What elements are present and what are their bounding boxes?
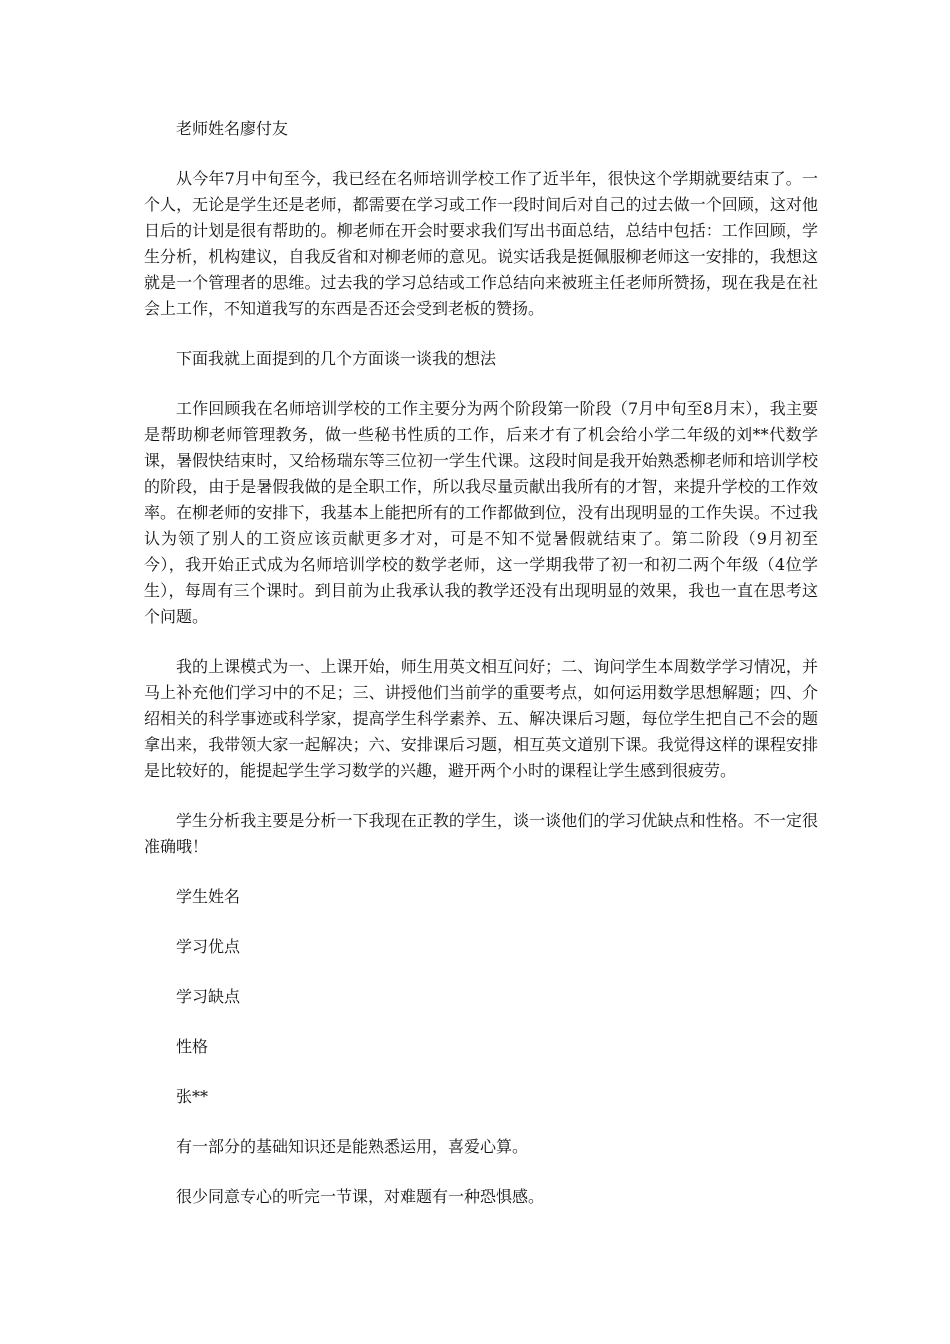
personality-header: 性格	[176, 1037, 209, 1056]
learning-strengths-header: 学习优点	[176, 937, 241, 956]
student-weakness-cell: 很少同意专心的听完一节课，对难题有一种恐惧感。	[176, 1187, 545, 1206]
intro-paragraph: 从今年7月中旬至今，我已经在名师培训学校工作了近半年，很快这个学期就要结束了。一个人，无论是学生还是老师，都需要在学习或工作一段时间后对自己的过去做一个回顾，这对他日后的计划是很有帮助的。柳老师在开会时要求我们写出书面总结，总结中包括：工作回顾，学生分析，机构建议，自我反省和对柳老师的意见。说实话我是挺佩服柳老师这一安排的，我想这就是一个管理者的思维。过去我的学习总结或工作总结向来被班主任老师所赞扬，现在我是在社会上工作，不知道我写的东西是否还会受到老板的赞扬。	[144, 169, 818, 318]
class-mode-paragraph: 我的上课模式为一、上课开始，师生用英文相互问好；二、询问学生本周数学学习情况，并马上补充他们学习中的不足；三、讲授他们当前学的重要考点，如何运用数学思想解题；四、介绍相关的科学事迹或科学家，提高学生科学素养、五、解决课后习题，每位学生把自己不会的题拿出来，我带领大家一起解决；六、安排课后习题，相互英文道别下课。我觉得这样的课程安排是比较好的，能提起学生学习数学的兴趣，避开两个小时的课程让学生感到很疲劳。	[144, 657, 818, 780]
section-intro-line: 下面我就上面提到的几个方面谈一谈我的想法	[176, 349, 497, 368]
student-name-cell: 张**	[176, 1087, 209, 1106]
student-name-header: 学生姓名	[176, 887, 241, 906]
student-strength-cell: 有一部分的基础知识还是能熟悉运用，喜爱心算。	[176, 1137, 529, 1156]
document-body	[144, 116, 818, 1234]
teacher-name-line: 老师姓名廖付友	[176, 119, 289, 138]
student-analysis-paragraph: 学生分析我主要是分析一下我现在正教的学生，谈一谈他们的学习优缺点和性格。不一定很准确哦！	[144, 811, 818, 856]
work-review-paragraph: 工作回顾我在名师培训学校的工作主要分为两个阶段第一阶段（7月中旬至8月末），我主要是帮助柳老师管理教务，做一些秘书性质的工作，后来才有了机会给小学二年级的刘**代数学课，暑假快结束时，又给杨瑞东等三位初一学生代课。这段时间是我开始熟悉柳老师和培训学校的阶段，由于是暑假我做的是全职工作，所以我尽量贡献出我所有的才智，来提升学校的工作效率。在柳老师的安排下，我基本上能把所有的工作都做到位，没有出现明显的工作失误。不过我认为领了别人的工资应该贡献更多才对，可是不知不觉暑假就结束了。第二阶段（9月初至今），我开始正式成为名师培训学校的数学老师，这一学期我带了初一和初二两个年级（4位学生），每周有三个课时。到目前为止我承认我的教学还没有出现明显的效果，我也一直在思考这个问题。	[144, 399, 818, 626]
learning-weaknesses-header: 学习缺点	[176, 987, 241, 1006]
